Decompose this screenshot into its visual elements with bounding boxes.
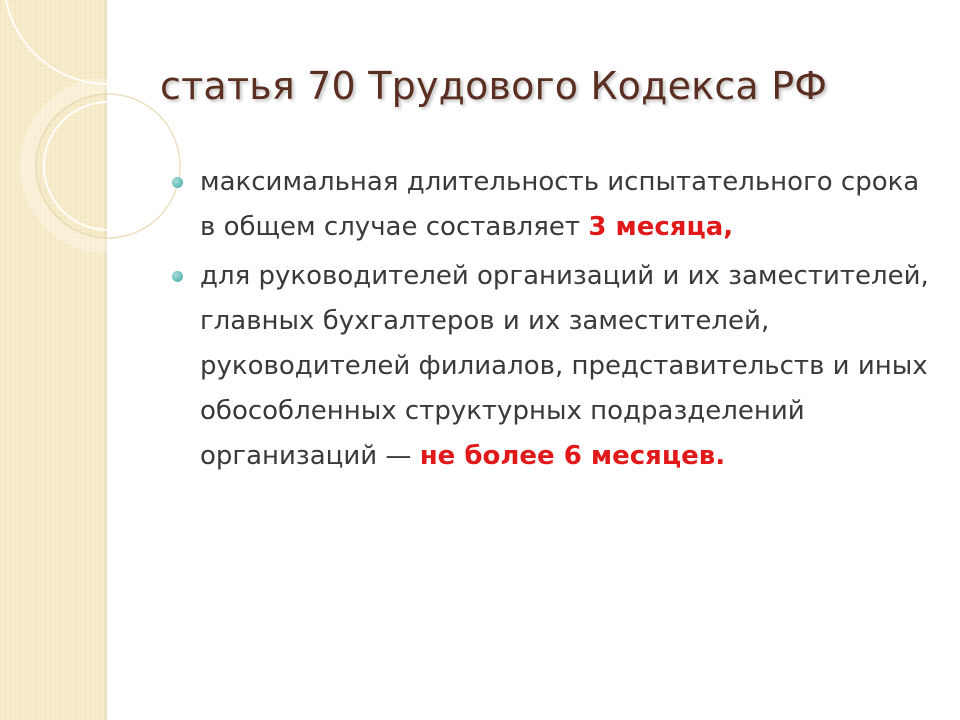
- bullet-text: максимальная длительность испытательного срока в общем случае составляет: [200, 167, 920, 242]
- bullet-emphasis: 3 месяца,: [588, 212, 734, 242]
- bullet-emphasis: не более 6 месяцев.: [419, 441, 726, 471]
- list-item: [172, 160, 932, 250]
- list-item: [172, 254, 932, 479]
- slide-title: статья 70 Трудового Кодекса РФ: [160, 64, 828, 108]
- teal-circle-bullet-icon: [172, 271, 183, 282]
- teal-circle-bullet-icon: [172, 177, 183, 188]
- bullet-text: для руководителей организаций и их заместителей, главных бухгалтеров и их заместителей, руководителей филиалов, представительств и иных обособленных структурных подразделений организаций —: [200, 261, 929, 471]
- bullet-list: [172, 160, 932, 479]
